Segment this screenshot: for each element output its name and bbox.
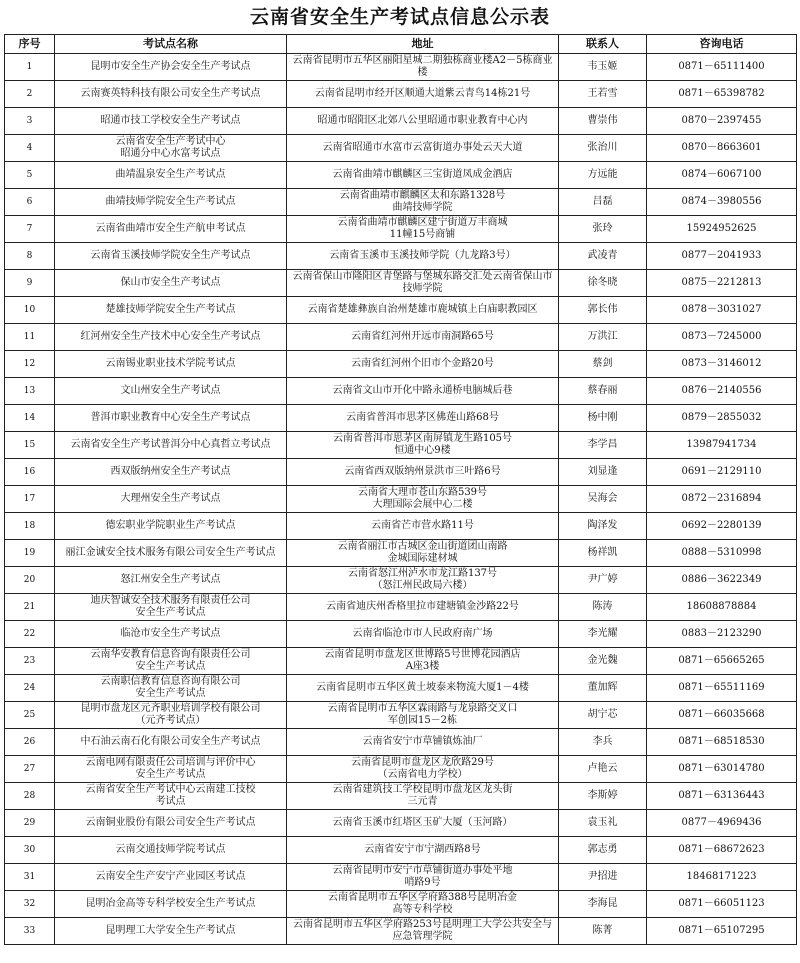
table-row: [5, 513, 797, 540]
row-phone-cell: 18608878884: [647, 594, 797, 621]
table-row: [5, 756, 797, 783]
row-name-cell: 云南省安全生产考试中心云南建工技校 考试点: [55, 783, 287, 810]
row-seq-cell: 26: [5, 729, 55, 756]
row-phone-cell: 0875－2212813: [647, 270, 797, 297]
row-address-cell: 云南省曲靖市麒麟区三宝街道凤成金酒店: [287, 162, 559, 189]
row-address-cell: 云南省昆明市五华区黄土坡泰来物流大厦1－4楼: [287, 675, 559, 702]
page-title: 云南省安全生产考试点信息公示表: [249, 6, 550, 28]
row-seq-cell: 14: [5, 405, 55, 432]
row-address-cell: 云南省昆明市五华区丽阳星城二期独栋商业楼A2－5栋商业楼: [287, 54, 559, 81]
row-phone-cell: 0888－5310998: [647, 540, 797, 567]
row-contact-cell: 蔡剑: [559, 351, 647, 378]
row-address-cell: 云南省玉溪市红塔区玉矿大厦（玉河路）: [287, 810, 559, 837]
row-seq-cell: 23: [5, 648, 55, 675]
row-address-cell: 云南省红河州个旧市个金路20号: [287, 351, 559, 378]
row-name-cell: 云南电网有限责任公司培训与评价中心 安全生产考试点: [55, 756, 287, 783]
row-contact-cell: 李光耀: [559, 621, 647, 648]
row-contact-cell: 武凌青: [559, 243, 647, 270]
table-row: [5, 891, 797, 918]
column-header-contact: 联系人: [559, 35, 647, 54]
row-contact-cell: 陈菁: [559, 918, 647, 945]
row-address-cell: 云南省昆明市盘龙区世博路5号世博花园酒店 A座3楼: [287, 648, 559, 675]
row-address-cell: 云南省临沧市市人民政府南广场: [287, 621, 559, 648]
table-row: [5, 297, 797, 324]
row-seq-cell: 3: [5, 108, 55, 135]
row-address-cell: 云南省玉溪市玉溪技师学院（九龙路3号）: [287, 243, 559, 270]
row-address-cell: 云南省昆明市安宁市草铺街道办事处平地 哨路9号: [287, 864, 559, 891]
table-row: [5, 567, 797, 594]
table-row: [5, 405, 797, 432]
row-name-cell: 保山市安全生产考试点: [55, 270, 287, 297]
row-seq-cell: 25: [5, 702, 55, 729]
row-contact-cell: 董加辉: [559, 675, 647, 702]
row-phone-cell: 0871－65398782: [647, 81, 797, 108]
row-phone-cell: 0886－3622349: [647, 567, 797, 594]
row-phone-cell: 18468171223: [647, 864, 797, 891]
row-contact-cell: 吕磊: [559, 189, 647, 216]
row-address-cell: 云南省楚雄彝族自治州楚雄市鹿城镇上白庙职教园区: [287, 297, 559, 324]
row-phone-cell: 0871－66035668: [647, 702, 797, 729]
row-name-cell: 迪庆智诚安全技术服务有限责任公司 安全生产考试点: [55, 594, 287, 621]
row-name-cell: 德宏职业学院职业生产考试点: [55, 513, 287, 540]
row-phone-cell: 0871－65665265: [647, 648, 797, 675]
row-phone-cell: 0876－2140556: [647, 378, 797, 405]
row-contact-cell: 袁玉礼: [559, 810, 647, 837]
row-phone-cell: 0871－65111400: [647, 54, 797, 81]
row-name-cell: 云南省曲靖市安全生产航申考试点: [55, 216, 287, 243]
row-phone-cell: 0871－68672623: [647, 837, 797, 864]
row-name-cell: 云南省玉溪技师学院安全生产考试点: [55, 243, 287, 270]
table-row: [5, 864, 797, 891]
row-address-cell: 云南省昆明市五华区学府路388号昆明冶金 高等专科学校: [287, 891, 559, 918]
row-address-cell: 云南省昆明市盘龙区龙欣路29号 （云南省电力学校）: [287, 756, 559, 783]
row-contact-cell: 韦玉姬: [559, 54, 647, 81]
table-row: [5, 486, 797, 513]
row-phone-cell: 0871－63136443: [647, 783, 797, 810]
table-row: [5, 540, 797, 567]
exam-site-table: [4, 34, 797, 945]
row-seq-cell: 9: [5, 270, 55, 297]
table-row: [5, 783, 797, 810]
row-seq-cell: 2: [5, 81, 55, 108]
table-row: [5, 243, 797, 270]
row-address-cell: 云南省普洱市思茅区佛莲山路68号: [287, 405, 559, 432]
row-seq-cell: 29: [5, 810, 55, 837]
row-seq-cell: 12: [5, 351, 55, 378]
table-row: [5, 81, 797, 108]
row-address-cell: 云南省西双版纳州景洪市三叶路6号: [287, 459, 559, 486]
row-name-cell: 丽江金诚安全技术服务有限公司安全生产考试点: [55, 540, 287, 567]
row-contact-cell: 李海昆: [559, 891, 647, 918]
row-seq-cell: 33: [5, 918, 55, 945]
row-contact-cell: 张玲: [559, 216, 647, 243]
table-row: [5, 675, 797, 702]
row-contact-cell: 张治川: [559, 135, 647, 162]
row-contact-cell: 方远能: [559, 162, 647, 189]
row-name-cell: 云南铜业股份有限公司安全生产考试点: [55, 810, 287, 837]
row-name-cell: 云南赛英特科技有限公司安全生产考试点: [55, 81, 287, 108]
row-address-cell: 云南省普洱市思茅区南屏镇龙生路105号 恒通中心9楼: [287, 432, 559, 459]
row-contact-cell: 李学昌: [559, 432, 647, 459]
row-address-cell: 云南省建筑技工学校昆明市盘龙区龙头街 三元青: [287, 783, 559, 810]
row-phone-cell: 0872－2316894: [647, 486, 797, 513]
table-row: [5, 270, 797, 297]
row-address-cell: 云南省昭通市水富市云富街道办事处云天大道: [287, 135, 559, 162]
row-contact-cell: 吴海会: [559, 486, 647, 513]
row-seq-cell: 16: [5, 459, 55, 486]
row-seq-cell: 5: [5, 162, 55, 189]
row-address-cell: 云南省曲靖市麒麟区太和东路1328号 曲靖技师学院: [287, 189, 559, 216]
row-name-cell: 昆明冶金高等专科学校安全生产考试点: [55, 891, 287, 918]
row-name-cell: 云南职信教育信息咨询有限公司 安全生产考试点: [55, 675, 287, 702]
row-phone-cell: 0871－63014780: [647, 756, 797, 783]
row-address-cell: 云南省安宁市草铺镇炼油厂: [287, 729, 559, 756]
table-row: [5, 135, 797, 162]
row-seq-cell: 6: [5, 189, 55, 216]
table-row: [5, 810, 797, 837]
row-name-cell: 临沧市安全生产考试点: [55, 621, 287, 648]
row-name-cell: 楚雄技师学院安全生产考试点: [55, 297, 287, 324]
row-contact-cell: 尹广婷: [559, 567, 647, 594]
row-name-cell: 曲靖技师学院安全生产考试点: [55, 189, 287, 216]
row-contact-cell: 蔡春丽: [559, 378, 647, 405]
row-phone-cell: 0877－2041933: [647, 243, 797, 270]
table-row: [5, 648, 797, 675]
table-row: [5, 351, 797, 378]
row-name-cell: 昆明市盘龙区元齐职业培训学校有限公司 （元齐考试点）: [55, 702, 287, 729]
row-contact-cell: 李斯婷: [559, 783, 647, 810]
row-seq-cell: 30: [5, 837, 55, 864]
row-name-cell: 昭通市技工学校安全生产考试点: [55, 108, 287, 135]
row-contact-cell: 徐冬晓: [559, 270, 647, 297]
row-seq-cell: 7: [5, 216, 55, 243]
row-contact-cell: 刘显逢: [559, 459, 647, 486]
row-name-cell: 大理州安全生产考试点: [55, 486, 287, 513]
row-contact-cell: 胡宁芯: [559, 702, 647, 729]
row-name-cell: 云南华安教育信息咨询有限责任公司 安全生产考试点: [55, 648, 287, 675]
row-contact-cell: 杨祥凯: [559, 540, 647, 567]
row-address-cell: 云南省芒市营水路11号: [287, 513, 559, 540]
row-contact-cell: 陈涛: [559, 594, 647, 621]
row-phone-cell: 0871－66051123: [647, 891, 797, 918]
table-header-row: [5, 35, 797, 54]
column-header-seq: 序号: [5, 35, 55, 54]
row-phone-cell: 0870－8663601: [647, 135, 797, 162]
row-seq-cell: 18: [5, 513, 55, 540]
row-name-cell: 云南锡业职业技术学院考试点: [55, 351, 287, 378]
row-name-cell: 西双版纳州安全生产考试点: [55, 459, 287, 486]
row-address-cell: 云南省怒江州泸水市龙江路137号 （怒江州民政局六楼）: [287, 567, 559, 594]
row-address-cell: 云南省曲靖市麒麟区建宁街道万丰商城 11幢15号商铺: [287, 216, 559, 243]
column-header-phone: 咨询电话: [647, 35, 797, 54]
row-seq-cell: 15: [5, 432, 55, 459]
row-name-cell: 昆明理工大学安全生产考试点: [55, 918, 287, 945]
row-seq-cell: 10: [5, 297, 55, 324]
row-phone-cell: 0878－3031027: [647, 297, 797, 324]
row-seq-cell: 28: [5, 783, 55, 810]
row-address-cell: 云南省昆明市五华区学府路253号昆明理工大学公共安全与应急管理学院: [287, 918, 559, 945]
row-seq-cell: 24: [5, 675, 55, 702]
table-row: [5, 459, 797, 486]
row-seq-cell: 22: [5, 621, 55, 648]
row-phone-cell: 0871－68518530: [647, 729, 797, 756]
table-row: [5, 378, 797, 405]
row-phone-cell: 0879－2855032: [647, 405, 797, 432]
row-phone-cell: 0692－2280139: [647, 513, 797, 540]
row-address-cell: 云南省大理市苍山东路539号 大理国际会展中心二楼: [287, 486, 559, 513]
row-phone-cell: 15924952625: [647, 216, 797, 243]
row-contact-cell: 万洪江: [559, 324, 647, 351]
row-contact-cell: 曹崇伟: [559, 108, 647, 135]
row-seq-cell: 4: [5, 135, 55, 162]
row-seq-cell: 20: [5, 567, 55, 594]
row-phone-cell: 0691－2129110: [647, 459, 797, 486]
row-name-cell: 云南省安全生产考试中心 昭通分中心水富考试点: [55, 135, 287, 162]
table-row: [5, 216, 797, 243]
row-address-cell: 云南省红河州开远市南洞路65号: [287, 324, 559, 351]
row-contact-cell: 陶泽发: [559, 513, 647, 540]
row-contact-cell: 杨中刚: [559, 405, 647, 432]
table-row: [5, 432, 797, 459]
row-name-cell: 云南交通技师学院考试点: [55, 837, 287, 864]
row-name-cell: 云南省安全生产考试普洱分中心真哲立考试点: [55, 432, 287, 459]
row-address-cell: 云南省保山市隆阳区青堡路与堡城东路交汇处云南省保山市技师学院: [287, 270, 559, 297]
row-name-cell: 怒江州安全生产考试点: [55, 567, 287, 594]
row-seq-cell: 19: [5, 540, 55, 567]
table-row: [5, 918, 797, 945]
row-seq-cell: 1: [5, 54, 55, 81]
row-phone-cell: 0871－65511169: [647, 675, 797, 702]
row-address-cell: 云南省丽江市古城区金山街道团山南路 金城国际建材城: [287, 540, 559, 567]
table-row: [5, 324, 797, 351]
row-contact-cell: 郭志勇: [559, 837, 647, 864]
row-address-cell: 云南省昆明市经开区顺通大道紫云青鸟14栋21号: [287, 81, 559, 108]
row-seq-cell: 13: [5, 378, 55, 405]
table-row: [5, 162, 797, 189]
row-name-cell: 文山州安全生产考试点: [55, 378, 287, 405]
row-phone-cell: 0874－3980556: [647, 189, 797, 216]
row-name-cell: 昆明市安全生产协会安全生产考试点: [55, 54, 287, 81]
row-phone-cell: 0873－3146012: [647, 351, 797, 378]
table-body: [5, 54, 797, 945]
table-row: [5, 594, 797, 621]
row-phone-cell: 0877－4969436: [647, 810, 797, 837]
table-row: [5, 54, 797, 81]
row-address-cell: 云南省昆明市五华区霖雨路与龙泉路交叉口 军创园15－2栋: [287, 702, 559, 729]
row-address-cell: 云南省迪庆州香格里拉市建塘镇金沙路22号: [287, 594, 559, 621]
row-seq-cell: 8: [5, 243, 55, 270]
table-row: [5, 189, 797, 216]
row-phone-cell: 0874－6067100: [647, 162, 797, 189]
row-seq-cell: 17: [5, 486, 55, 513]
table-row: [5, 108, 797, 135]
row-contact-cell: 李兵: [559, 729, 647, 756]
row-phone-cell: 0873－7245000: [647, 324, 797, 351]
row-address-cell: 云南省安宁市宁湖西路8号: [287, 837, 559, 864]
table-row: [5, 702, 797, 729]
row-contact-cell: 郭长伟: [559, 297, 647, 324]
row-seq-cell: 31: [5, 864, 55, 891]
row-contact-cell: 尹招进: [559, 864, 647, 891]
row-name-cell: 中石油云南石化有限公司安全生产考试点: [55, 729, 287, 756]
row-name-cell: 曲靖温泉安全生产考试点: [55, 162, 287, 189]
row-seq-cell: 11: [5, 324, 55, 351]
column-header-address: 地址: [287, 35, 559, 54]
table-row: [5, 729, 797, 756]
row-contact-cell: 卢艳云: [559, 756, 647, 783]
row-address-cell: 云南省文山市开化中路永通桥电脑城后巷: [287, 378, 559, 405]
row-seq-cell: 21: [5, 594, 55, 621]
column-header-name: 考试点名称: [55, 35, 287, 54]
table-row: [5, 621, 797, 648]
row-seq-cell: 32: [5, 891, 55, 918]
table-row: [5, 837, 797, 864]
row-address-cell: 昭通市昭阳区北郊八公里昭通市职业教育中心内: [287, 108, 559, 135]
row-phone-cell: 0883－2123290: [647, 621, 797, 648]
row-name-cell: 普洱市职业教育中心安全生产考试点: [55, 405, 287, 432]
row-seq-cell: 27: [5, 756, 55, 783]
row-phone-cell: 0871－65107295: [647, 918, 797, 945]
row-name-cell: 红河州安全生产技术中心安全生产考试点: [55, 324, 287, 351]
row-phone-cell: 13987941734: [647, 432, 797, 459]
row-contact-cell: 金光魏: [559, 648, 647, 675]
row-contact-cell: 王若雪: [559, 81, 647, 108]
row-phone-cell: 0870－2397455: [647, 108, 797, 135]
row-name-cell: 云南安全生产安宁产业园区考试点: [55, 864, 287, 891]
